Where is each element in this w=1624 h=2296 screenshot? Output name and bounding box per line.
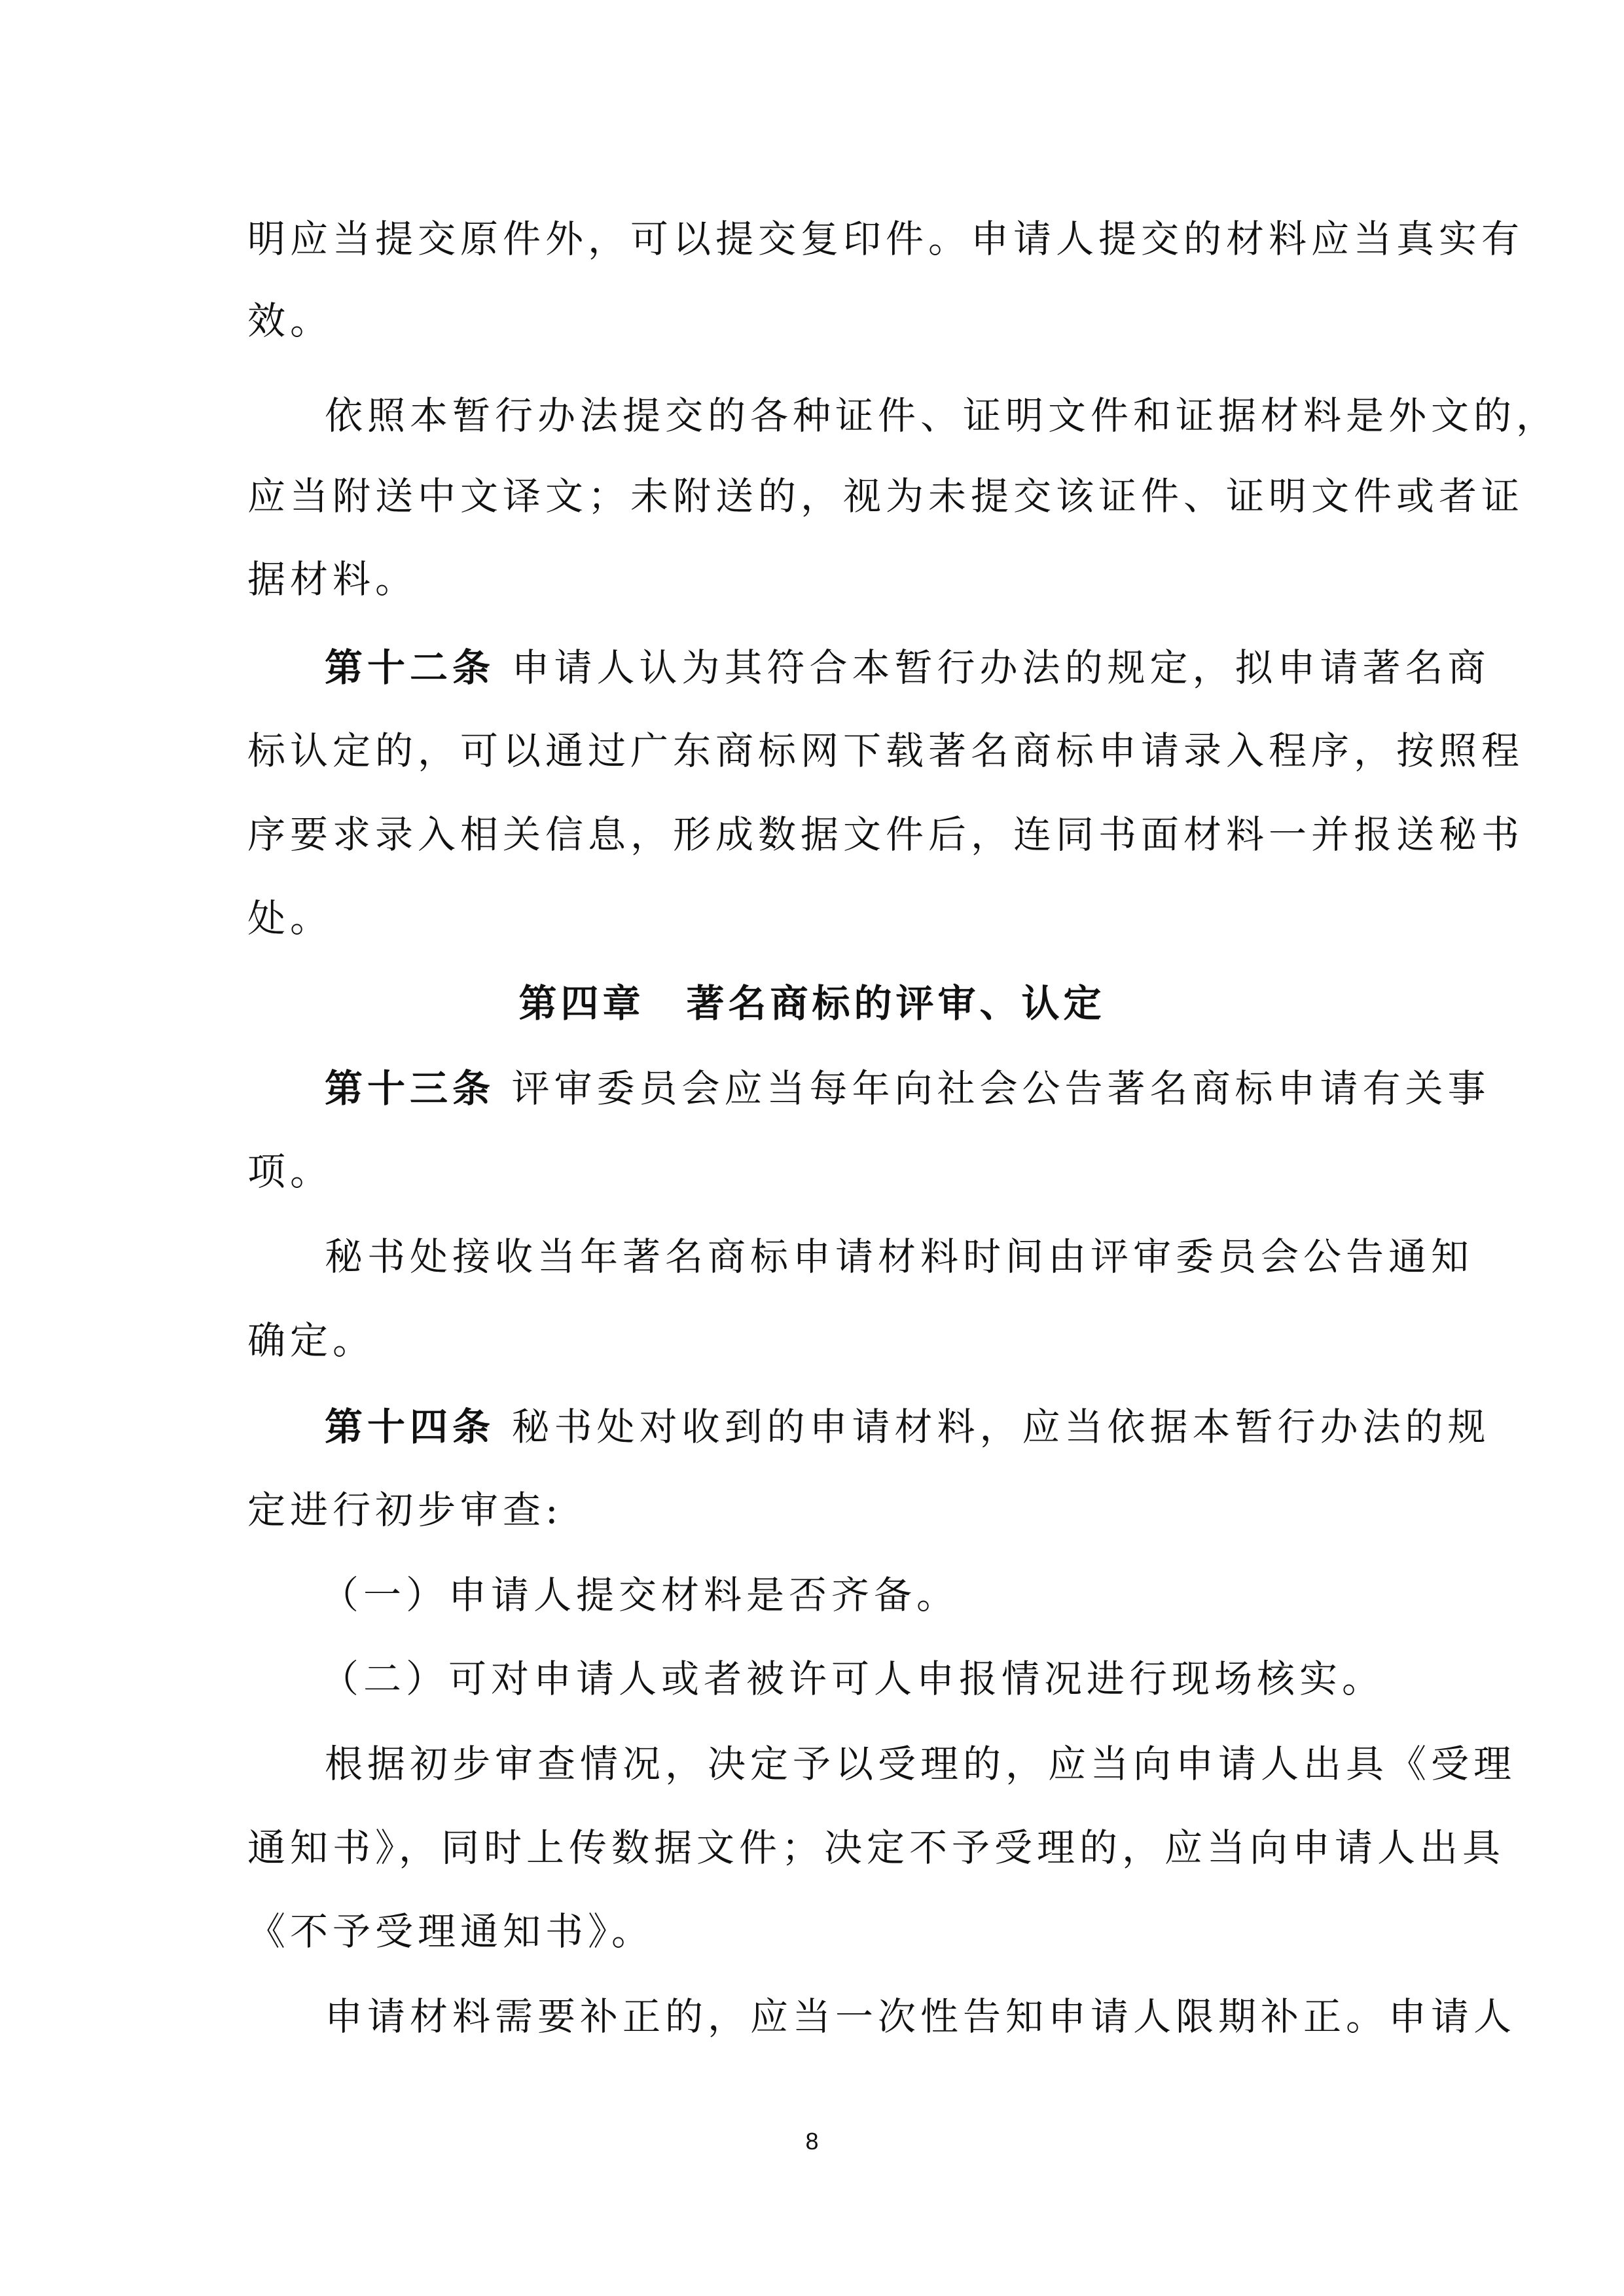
article-12-label: 第十二条 xyxy=(325,645,496,690)
text-line: 应当附送中文译文；未附送的，视为未提交该证件、证明文件或者证 xyxy=(247,474,1525,518)
text-line: 据材料。 xyxy=(247,557,418,601)
page-number: 8 xyxy=(805,2128,819,2155)
text-line: 项。 xyxy=(247,1149,333,1194)
text-line: 定进行初步审查: xyxy=(247,1488,563,1532)
article-13-label: 第十三条 xyxy=(325,1066,496,1111)
text-line: 效。 xyxy=(247,298,333,343)
article-12-text: 申请人认为其符合本暂行办法的规定，拟申请著名商 xyxy=(511,645,1490,690)
text-line: 依照本暂行办法提交的各种证件、证明文件和证据材料是外文的， xyxy=(325,393,1559,438)
text-line: 秘书处接收当年著名商标申请材料时间由评审委员会公告通知 xyxy=(325,1234,1474,1279)
text-line: 确定。 xyxy=(247,1318,376,1363)
text-line: 根据初步审查情况，决定予以受理的，应当向申请人出具《受理 xyxy=(325,1742,1517,1786)
article-14-label: 第十四条 xyxy=(325,1405,496,1449)
article-13-text: 评审委员会应当每年向社会公告著名商标申请有关事 xyxy=(511,1066,1490,1111)
text-line: 标认定的，可以通过广东商标网下载著名商标申请录入程序，按照程 xyxy=(247,728,1525,773)
article-14-text: 秘书处对收到的申请材料，应当依据本暂行办法的规 xyxy=(511,1405,1490,1449)
text-line: 申请材料需要补正的，应当一次性告知申请人限期补正。申请人 xyxy=(325,1994,1517,2039)
text-line: 《不予受理通知书》。 xyxy=(247,1909,655,1954)
text-line: 处。 xyxy=(247,896,333,941)
chapter-heading: 第四章 著名商标的评审、认定 xyxy=(518,981,1106,1026)
list-item: （一）申请人提交材料是否齐备。 xyxy=(321,1573,960,1617)
list-item: （二）可对申请人或者被许可人申报情况进行现场核实。 xyxy=(321,1657,1385,1701)
text-line: 序要求录入相关信息，形成数据文件后，连同书面材料一并报送秘书 xyxy=(247,812,1525,857)
article-14-line xyxy=(325,1404,1490,1450)
article-12-line xyxy=(325,645,1490,691)
text-line: 通知书》，同时上传数据文件；决定不予受理的，应当向申请人出具 xyxy=(247,1825,1506,1870)
article-13-line xyxy=(325,1066,1490,1111)
text-line: 明应当提交原件外，可以提交复印件。申请人提交的材料应当真实有 xyxy=(247,217,1525,261)
